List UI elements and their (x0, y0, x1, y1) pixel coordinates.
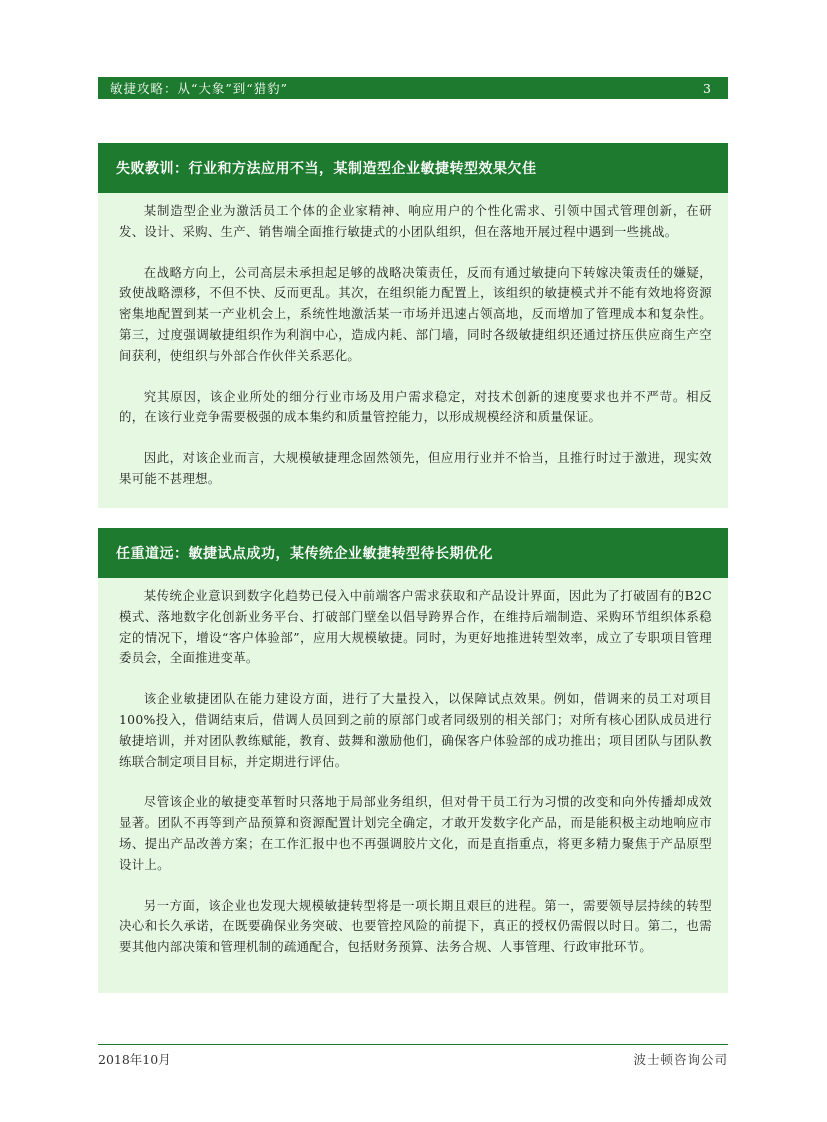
section-body (98, 193, 728, 490)
header-title: 敏捷攻略：从“大象”到“猎豹” (110, 81, 289, 96)
paragraph: 某制造型企业为激活员工个体的企业家精神、响应用户的个性化需求、引领中国式管理创新，在研发、设计、采购、生产、销售端全面推行敏捷式的小团队组织，但在落地开展过程中遇到一些挑战。 (119, 203, 712, 239)
paragraph: 究其原因，该企业所处的细分行业市场及用户需求稳定，对技术创新的速度要求也并不严苛。相反的，在该行业竞争需要极强的成本集约和质量管控能力，以形成规模经济和质量保证。 (119, 388, 712, 425)
footer-date: 2018年10月 (98, 1052, 171, 1067)
paragraph: 尽管该企业的敏捷变革暂时只落地于局部业务组织，但对骨干员工行为习惯的改变和向外传播却成效显著。团队不再等到产品预算和资源配置计划完全确定，才敢开发数字化产品，而是能积极主动地响应市场、提出产品改善方案；在工作汇报中也不再强调胶片文化，而是直指重点，将更多精力聚焦于产品原型设计上。 (119, 794, 712, 872)
section-body (98, 578, 728, 958)
footer-divider (98, 1044, 728, 1045)
paragraph: 因此，对该企业而言，大规模敏捷理念固然领先，但应用行业并不恰当，且推行时过于激进，现实效果可能不甚理想。 (119, 450, 712, 486)
paragraph: 该企业敏捷团队在能力建设方面，进行了大量投入，以保障试点效果。例如，借调来的员工对项目100%投入，借调结束后，借调人员回到之前的原部门或者同级别的相关部门；对所有核心团队成员进行敏捷培训，并对团队教练赋能，教育、鼓舞和激励他们，确保客户体验部的成功推出；项目团队与团队教练联合制定项目目标，并定期进行评估。 (119, 691, 712, 769)
page-number: 3 (703, 80, 712, 96)
section-panel-failure (98, 143, 728, 508)
paragraph: 在战略方向上，公司高层未承担起足够的战略决策责任，反而有通过敏捷向下转嫁决策责任的嫌疑，致使战略漂移，不但不快、反而更乱。其次，在组织能力配置上，该组织的敏捷模式并不能有效地将资源密集地配置到某一产业机会上，系统性地激活某一市场并迅速占领高地，反而增加了管理成本和复杂性。第三，过度强调敏捷组织作为利润中心，造成内耗、部门墙，同时各级敏捷组织还通过挤压供应商生产空间获利，使组织与外部合作伙伴关系恶化。 (119, 264, 712, 363)
paragraph: 某传统企业意识到数字化趋势已侵入中前端客户需求获取和产品设计界面，因此为了打破固有的B2C模式、落地数字化创新业务平台、打破部门壁垒以倡导跨界合作，在维持后端制造、采购环节组织体系稳定的情况下，增设“客户体验部”，应用大规模敏捷。同时，为更好地推进转型效率，成立了专职项目管理委员会，全面推进变革。 (119, 588, 712, 666)
section-panel-longterm (98, 528, 728, 993)
page-header (98, 77, 728, 99)
paragraph: 另一方面，该企业也发现大规模敏捷转型将是一项长期且艰巨的进程。第一，需要领导层持续的转型决心和长久承诺，在既要确保业务突破、也要管控风险的前提下，真正的授权仍需假以时日。第二，也需要其他内部决策和管理机制的疏通配合，包括财务预算、法务合规、人事管理、行政审批环节。 (119, 897, 712, 955)
footer-company: 波士顿咨询公司 (633, 1052, 728, 1067)
section-title: 失败教训：行业和方法应用不当，某制造型企业敏捷转型效果欠佳 (98, 143, 728, 193)
section-title: 任重道远：敏捷试点成功，某传统企业敏捷转型待长期优化 (98, 528, 728, 578)
